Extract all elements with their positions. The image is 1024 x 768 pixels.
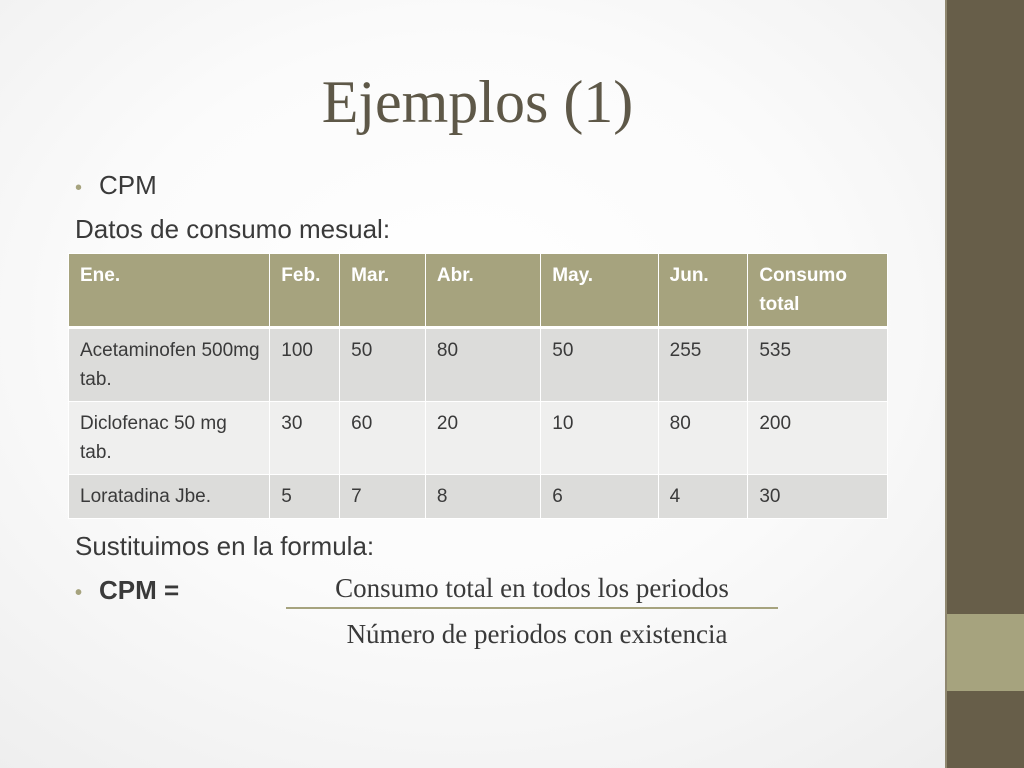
table-cell: 30 bbox=[270, 402, 340, 475]
table-header-cell: Feb. bbox=[270, 254, 340, 328]
formula-denominator: Número de periodos con existencia bbox=[346, 619, 728, 649]
table-row bbox=[69, 475, 888, 519]
table-cell: 8 bbox=[425, 475, 540, 519]
table-row bbox=[69, 328, 888, 402]
table-header-cell: Consumo total bbox=[748, 254, 888, 328]
table-cell: 535 bbox=[748, 328, 888, 402]
table-cell: 60 bbox=[340, 402, 426, 475]
table-cell: Diclofenac 50 mg tab. bbox=[69, 402, 270, 475]
table-cell: 100 bbox=[270, 328, 340, 402]
slide-title: Ejemplos (1) bbox=[321, 69, 634, 135]
table-cell: 255 bbox=[658, 328, 748, 402]
bullet-dot-icon: • bbox=[75, 582, 83, 604]
data-heading: Datos de consumo mesual: bbox=[75, 214, 391, 244]
substitute-heading: Sustituimos en la formula: bbox=[75, 531, 375, 561]
table-cell: 20 bbox=[425, 402, 540, 475]
table-cell: 6 bbox=[541, 475, 658, 519]
formula-numerator: Consumo total en todos los periodos bbox=[335, 573, 729, 603]
table-cell: 4 bbox=[658, 475, 748, 519]
table-cell: 30 bbox=[748, 475, 888, 519]
table-cell: Loratadina Jbe. bbox=[69, 475, 270, 519]
cpm-equals-label: CPM = bbox=[99, 575, 180, 605]
consumption-table bbox=[68, 253, 888, 519]
table-cell: 50 bbox=[541, 328, 658, 402]
table-cell: 5 bbox=[270, 475, 340, 519]
fraction-divider bbox=[286, 607, 778, 609]
table-header-cell: Jun. bbox=[658, 254, 748, 328]
bullet-dot-icon: • bbox=[75, 177, 83, 199]
table-header-cell: May. bbox=[541, 254, 658, 328]
right-band-accent-block bbox=[947, 614, 1024, 691]
bullet-cpm-text: CPM bbox=[99, 170, 157, 200]
table-header-cell: Abr. bbox=[425, 254, 540, 328]
table-header-cell: Ene. bbox=[69, 254, 270, 328]
table-cell: 80 bbox=[658, 402, 748, 475]
table-cell: 10 bbox=[541, 402, 658, 475]
table-cell: Acetaminofen 500mg tab. bbox=[69, 328, 270, 402]
table-header-cell: Mar. bbox=[340, 254, 426, 328]
table-cell: 200 bbox=[748, 402, 888, 475]
table-header-row bbox=[69, 254, 888, 328]
bullet-cpm-formula bbox=[75, 573, 179, 610]
table-cell: 7 bbox=[340, 475, 426, 519]
table-cell: 50 bbox=[340, 328, 426, 402]
table-cell: 80 bbox=[425, 328, 540, 402]
table-row bbox=[69, 402, 888, 475]
bullet-cpm bbox=[75, 168, 157, 205]
